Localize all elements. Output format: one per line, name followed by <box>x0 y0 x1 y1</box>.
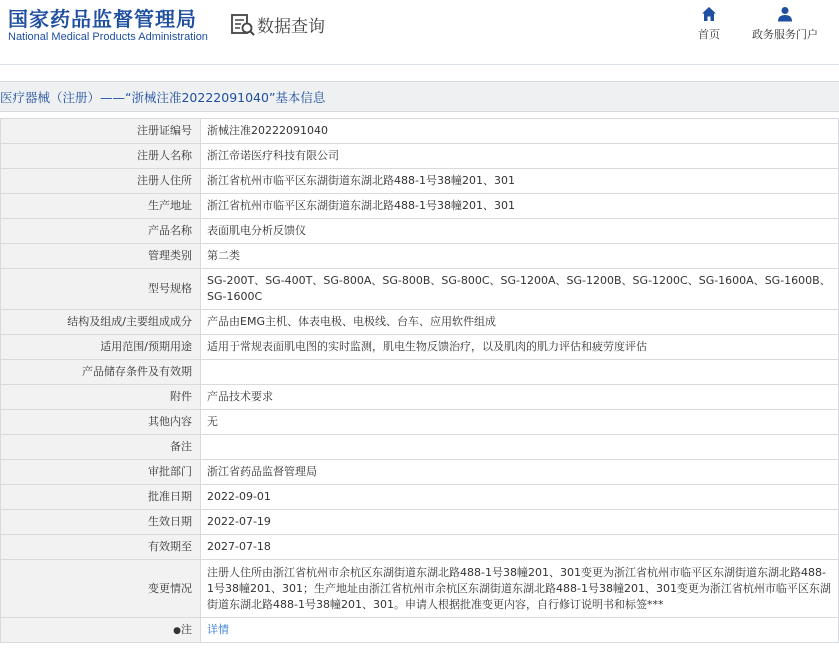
table-row <box>1 618 839 643</box>
row-label: 注册人名称 <box>1 144 201 169</box>
note-label: 注 <box>181 622 192 636</box>
nav-service-portal-label: 政务服务门户 <box>752 28 818 41</box>
row-label: 适用范围/预期用途 <box>1 335 201 360</box>
row-value: 产品技术要求 <box>201 385 839 410</box>
table-row <box>1 485 839 510</box>
table-row <box>1 194 839 219</box>
row-label: 型号规格 <box>1 269 201 310</box>
table-row <box>1 560 839 618</box>
device-detail-table <box>0 118 839 643</box>
user-icon <box>777 6 793 22</box>
table-row <box>1 119 839 144</box>
table-row <box>1 335 839 360</box>
row-label <box>1 618 201 643</box>
row-value: 2022-09-01 <box>201 485 839 510</box>
row-label: 批准日期 <box>1 485 201 510</box>
row-value: 无 <box>201 410 839 435</box>
row-value: 第二类 <box>201 244 839 269</box>
data-query-icon <box>230 12 256 38</box>
row-value: 浙江省杭州市临平区东湖街道东湖北路488-1号38幢201、301 <box>201 194 839 219</box>
nav-home-label: 首页 <box>698 28 720 41</box>
row-label: 管理类别 <box>1 244 201 269</box>
row-value: 适用于常规表面肌电图的实时监测，肌电生物反馈治疗，以及肌肉的肌力评估和疲劳度评估 <box>201 335 839 360</box>
header-divider <box>0 64 839 65</box>
row-label: 注册证编号 <box>1 119 201 144</box>
row-value: 浙江省药品监督管理局 <box>201 460 839 485</box>
table-row <box>1 410 839 435</box>
row-value: 浙江帝诺医疗科技有限公司 <box>201 144 839 169</box>
table-row <box>1 310 839 335</box>
table-row <box>1 219 839 244</box>
marker-icon: ● <box>173 625 181 636</box>
row-label: 备注 <box>1 435 201 460</box>
row-value: SG-200T、SG-400T、SG-800A、SG-800B、SG-800C、SG-1200A、SG-1200B、SG-1200C、SG-1600A、SG-1600B、SG-1600C <box>201 269 839 310</box>
row-value <box>201 360 839 385</box>
brand-title-cn[interactable]: 国家药品监督管理局 <box>8 7 197 31</box>
row-label: 注册人住所 <box>1 169 201 194</box>
row-value: 产品由EMG主机、体表电极、电极线、台车、应用软件组成 <box>201 310 839 335</box>
table-row <box>1 435 839 460</box>
site-header <box>0 0 839 64</box>
row-value <box>201 618 839 643</box>
table-row <box>1 144 839 169</box>
nav-service-portal[interactable] <box>752 6 818 42</box>
record-title-bar <box>0 81 839 112</box>
row-label: 结构及组成/主要组成成分 <box>1 310 201 335</box>
table-row <box>1 169 839 194</box>
row-value <box>201 435 839 460</box>
row-value: 浙械注准20222091040 <box>201 119 839 144</box>
data-query-label: 数据查询 <box>257 17 325 37</box>
row-label: 附件 <box>1 385 201 410</box>
table-row <box>1 244 839 269</box>
nav-home[interactable] <box>694 6 724 42</box>
row-label: 生产地址 <box>1 194 201 219</box>
record-title: 医疗器械（注册）——“浙械注准20222091040”基本信息 <box>0 90 326 105</box>
row-value: 2022-07-19 <box>201 510 839 535</box>
table-row <box>1 460 839 485</box>
row-label: 生效日期 <box>1 510 201 535</box>
row-label: 产品名称 <box>1 219 201 244</box>
details-link[interactable]: 详情 <box>207 623 229 636</box>
table-row <box>1 385 839 410</box>
home-icon <box>701 6 717 22</box>
row-label: 变更情况 <box>1 560 201 618</box>
row-value: 2027-07-18 <box>201 535 839 560</box>
row-value: 浙江省杭州市临平区东湖街道东湖北路488-1号38幢201、301 <box>201 169 839 194</box>
row-label: 审批部门 <box>1 460 201 485</box>
brand-title-en[interactable]: National Medical Products Administration <box>8 31 208 43</box>
row-label: 产品储存条件及有效期 <box>1 360 201 385</box>
table-row <box>1 510 839 535</box>
row-label: 其他内容 <box>1 410 201 435</box>
table-row <box>1 269 839 310</box>
table-row <box>1 535 839 560</box>
row-value: 注册人住所由浙江省杭州市余杭区东湖街道东湖北路488-1号38幢201、301变更为浙江省杭州市临平区东湖街道东湖北路488-1号38幢201、301；生产地址由浙江省杭州市余杭区东湖街道东湖北路488-1号38幢201、301变更为浙江省杭州市临平区东湖街道东湖北路488-1号38幢201、301。申请人根据批准变更内容，自行修订说明书和标签*** <box>201 560 839 618</box>
table-row <box>1 360 839 385</box>
row-label: 有效期至 <box>1 535 201 560</box>
row-value: 表面肌电分析反馈仪 <box>201 219 839 244</box>
